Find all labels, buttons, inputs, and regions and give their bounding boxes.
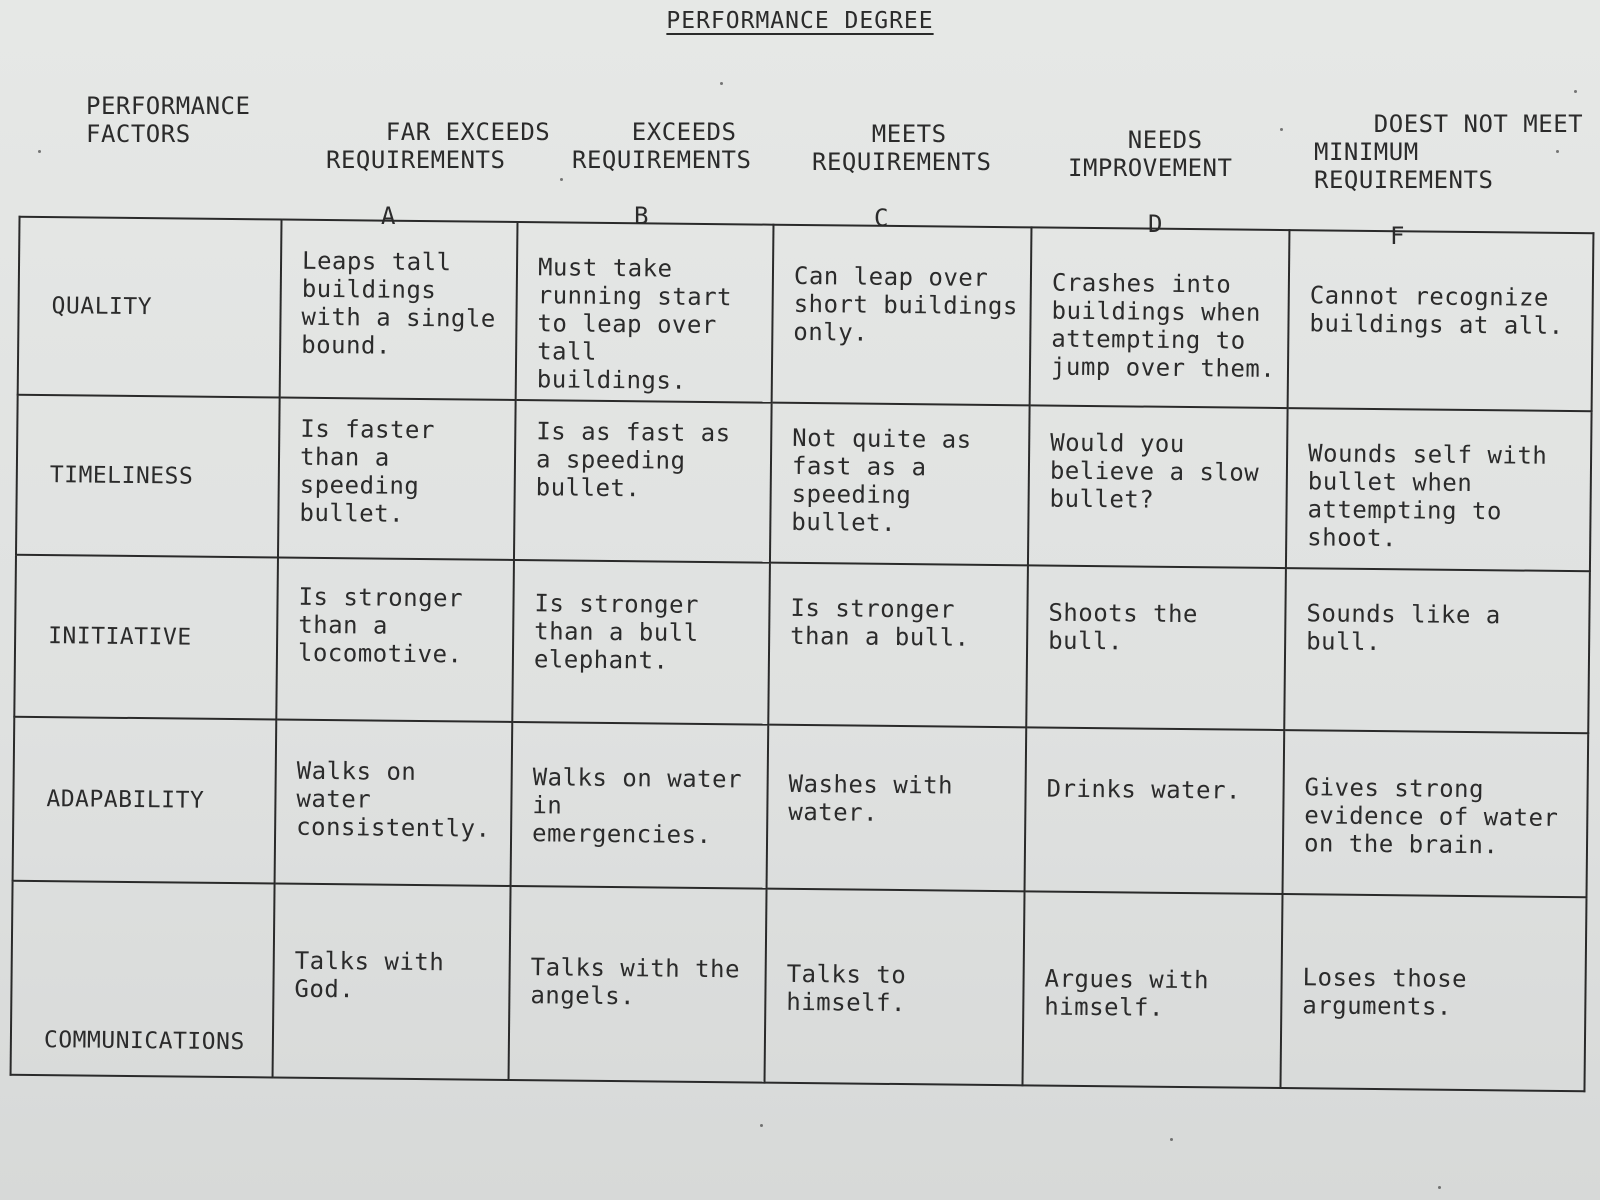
table-cell: Wounds self with bullet when attempting to shoot. — [1286, 408, 1592, 571]
header-column-b-grade: B — [634, 202, 649, 230]
table-cell: Is stronger than a bull. — [768, 563, 1028, 728]
scan-speck — [1170, 1138, 1173, 1141]
table-cell: Shoots the bull. — [1026, 565, 1286, 730]
header-column-d-label: NEEDS IMPROVEMENT — [1068, 126, 1233, 182]
page-title — [0, 8, 1600, 34]
factor-label-timeliness: TIMELINESS — [16, 395, 280, 558]
header-column-b-label: EXCEEDS REQUIREMENTS — [572, 118, 752, 174]
table-cell: Talks with God. — [273, 883, 511, 1079]
scan-speck — [38, 150, 41, 153]
header-column-f-grade: F — [1390, 222, 1405, 250]
header-column-c-label: MEETS REQUIREMENTS — [812, 120, 992, 176]
table-cell: Argues with himself. — [1022, 891, 1282, 1088]
header-column-d-grade: D — [1148, 210, 1163, 238]
factor-label-quality: QUALITY — [18, 217, 282, 398]
table-cell: Sounds like a bull. — [1284, 568, 1590, 733]
scan-speck — [1574, 90, 1577, 93]
table-row-adapability — [13, 717, 1589, 897]
table-cell: Not quite as fast as a speeding bullet. — [770, 403, 1030, 566]
table-cell: Walks on water in emergencies. — [511, 722, 769, 889]
scan-speck — [1556, 150, 1559, 153]
table-cell: Is as fast as a speeding bullet. — [514, 400, 772, 563]
scan-speck — [1280, 128, 1283, 131]
header-column-a-grade: A — [381, 202, 396, 230]
factor-label-communications: COMMUNICATIONS — [11, 881, 275, 1078]
table-row-initiative — [14, 555, 1590, 733]
header-column-c-grade: C — [874, 204, 889, 232]
table-cell: Crashes into buildings when attempting to jump over them. — [1030, 227, 1290, 408]
table-cell: Is faster than a speeding bullet. — [278, 398, 516, 560]
factor-label-initiative: INITIATIVE — [14, 555, 278, 720]
table-cell: Is stronger than a locomotive. — [276, 558, 514, 722]
table-row-timeliness — [16, 395, 1592, 571]
title-text: PERFORMANCE DEGREE — [666, 8, 934, 34]
header-performance-factors: PERFORMANCE FACTORS — [86, 92, 251, 148]
table-row-communications — [11, 881, 1587, 1091]
factor-label-adapability: ADAPABILITY — [13, 717, 277, 884]
table-cell: Can leap over short buildings only. — [772, 225, 1032, 406]
table-cell: Must take running start to leap over tall buildings. — [516, 222, 774, 403]
scan-speck — [720, 82, 723, 85]
table-cell: Gives strong evidence of water on the brain. — [1283, 730, 1589, 897]
header-column-a-label: FAR EXCEEDS REQUIREMENTS — [326, 118, 551, 174]
table-cell: Talks to himself. — [765, 889, 1025, 1086]
header-column-f-label: DOEST NOT MEET MINIMUM REQUIREMENTS — [1314, 110, 1584, 194]
table-cell: Talks with the angels. — [509, 886, 767, 1083]
table-cell: Leaps tall buildings with a single bound. — [280, 220, 518, 400]
table-cell: Drinks water. — [1025, 727, 1285, 894]
scan-speck — [1438, 1186, 1441, 1189]
table-row-quality — [18, 217, 1594, 411]
table-cell: Loses those arguments. — [1280, 894, 1586, 1091]
table-cell: Would you believe a slow bullet? — [1028, 405, 1288, 568]
scan-speck — [760, 1124, 763, 1127]
table-cell: Is stronger than a bull elephant. — [512, 560, 770, 725]
scan-speck — [560, 178, 563, 181]
table-cell: Cannot recognize buildings at all. — [1288, 230, 1594, 411]
table-cell: Walks on water consistently. — [275, 719, 513, 885]
performance-table — [10, 216, 1595, 1092]
table-cell: Washes with water. — [767, 725, 1027, 892]
